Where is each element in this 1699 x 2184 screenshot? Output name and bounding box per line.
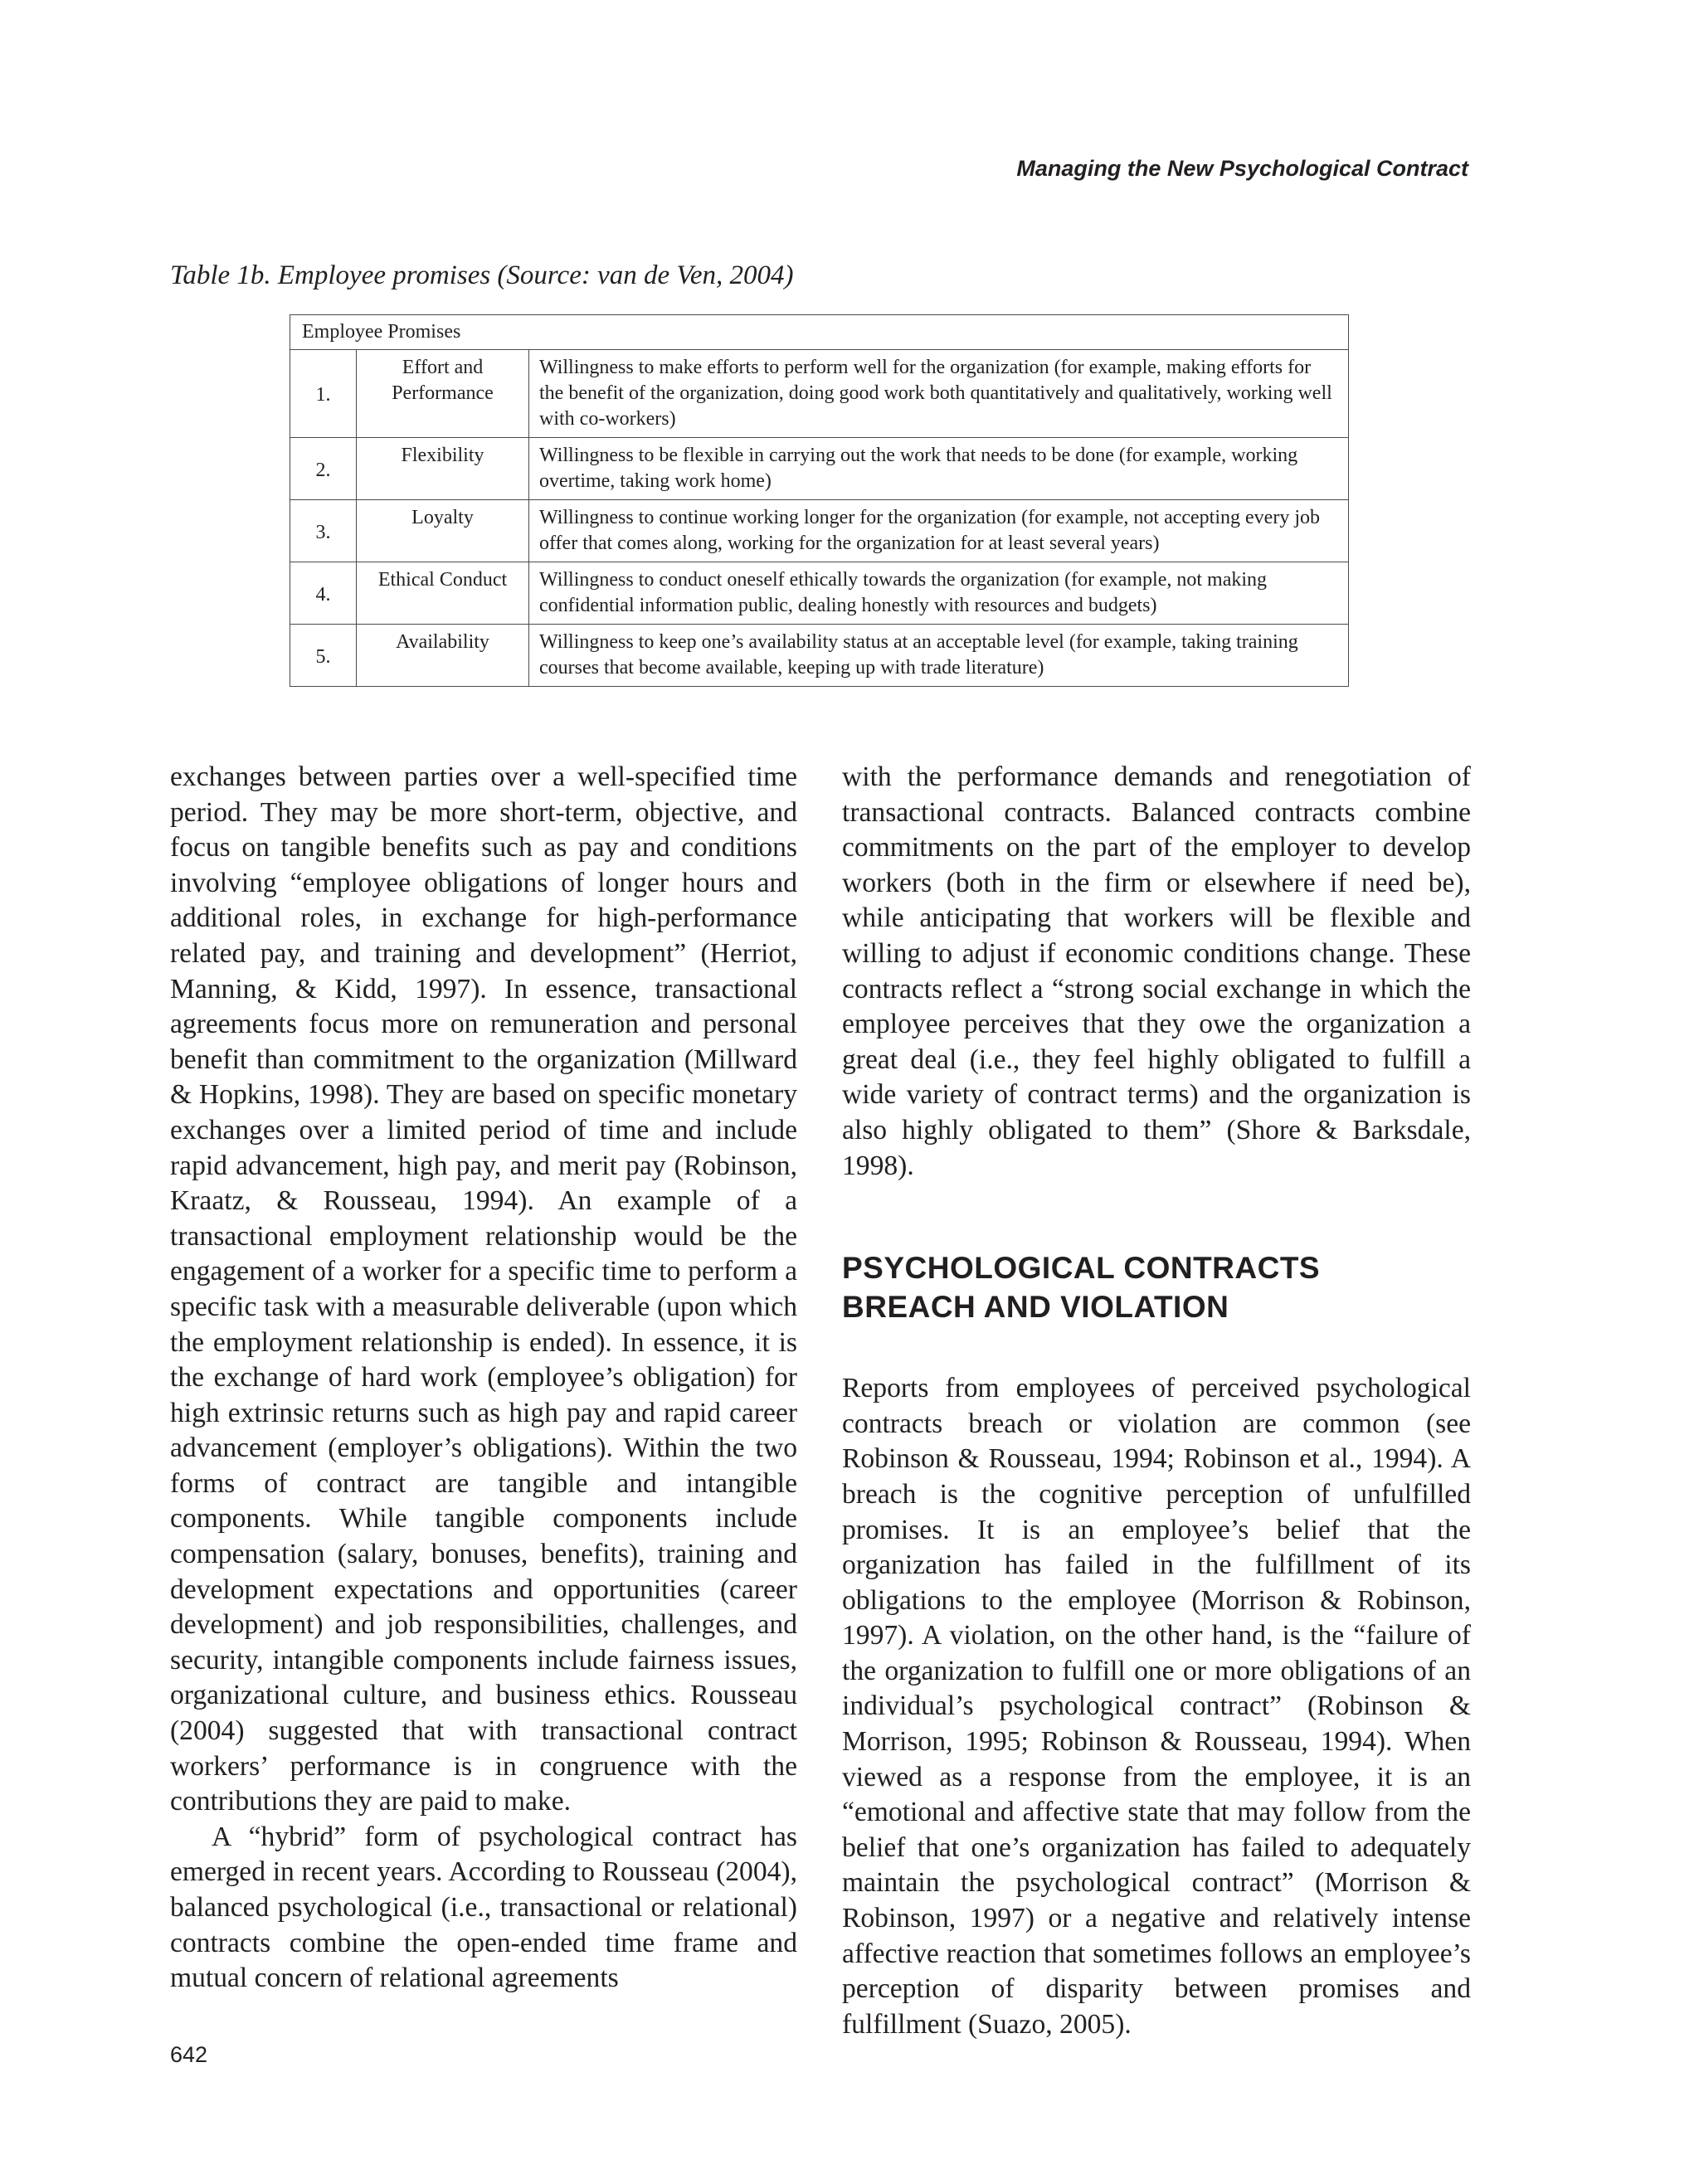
section-heading-line-2: BREACH AND VIOLATION	[842, 1290, 1229, 1325]
right-column	[842, 760, 1471, 2042]
body-paragraph: A “hybrid” form of psychological contract has emerged in recent years. According to Rousseau (2004), balanced psychological (i.e., transactional or relational) contracts combine the open-ended time frame and mutual concern of relational agreements	[170, 1821, 797, 1994]
table-row	[290, 350, 1349, 438]
row-description: Willingness to make efforts to perform well for the organization (for example, making efforts for the benefit of the organization, doing good work both quantitatively and qualitatively, working well with co-workers)	[529, 350, 1349, 438]
row-description: Willingness to conduct oneself ethically towards the organization (for example, not making confidential information public, dealing honestly with resources and budgets)	[529, 562, 1349, 625]
row-number: 5.	[290, 625, 357, 687]
table-row	[290, 500, 1349, 562]
table-row	[290, 562, 1349, 625]
employee-promises-table	[290, 314, 1349, 687]
row-description: Willingness to be flexible in carrying out the work that needs to be done (for example, working overtime, taking work home)	[529, 438, 1349, 500]
section-heading	[842, 1248, 1471, 1326]
row-category: Effort and Performance	[357, 350, 529, 438]
left-column	[170, 760, 797, 1997]
row-category: Ethical Conduct	[357, 562, 529, 625]
row-number: 1.	[290, 350, 357, 438]
table-caption: Table 1b. Employee promises (Source: van de Ven, 2004)	[170, 260, 794, 290]
row-category: Flexibility	[357, 438, 529, 500]
row-description: Willingness to keep one’s availability status at an acceptable level (for example, taking training courses that become available, keeping up with trade literature)	[529, 625, 1349, 687]
row-number: 4.	[290, 562, 357, 625]
table-header-row	[290, 315, 1349, 350]
table-header: Employee Promises	[290, 315, 1349, 350]
row-description: Willingness to continue working longer for the organization (for example, not accepting every job offer that comes along, working for the organization for at least several years)	[529, 500, 1349, 562]
section-heading-line-1: PSYCHOLOGICAL CONTRACTS	[842, 1251, 1321, 1286]
row-number: 3.	[290, 500, 357, 562]
row-number: 2.	[290, 438, 357, 500]
body-paragraph: with the performance demands and renegotiation of transactional contracts. Balanced contracts combine commitments on the part of the employer to develop workers (both in the firm or elsewhere if need be), while anticipating that workers will be flexible and willing to adjust if economic conditions change. These contracts reflect a “strong social exchange in which the employee perceives that they owe the organization a great deal (i.e., they feel highly obligated to fulfill a wide variety of contract terms) and the organization is also highly obligated to them” (Shore & Barksdale, 1998).	[842, 761, 1471, 1181]
row-category: Availability	[357, 625, 529, 687]
table-row	[290, 625, 1349, 687]
table-row	[290, 438, 1349, 500]
body-paragraph: Reports from employees of perceived psychological contracts breach or violation are common (see Robinson & Rousseau, 1994; Robinson et al., 1994). A breach is the cognitive perception of unfulfilled promises. It is an employee’s belief that the organization has failed in the fulfillment of its obligations to the employee (Morrison & Robinson, 1997). A violation, on the other hand, is the “failure of the organization to fulfill one or more obligations of an individual’s psychological contract” (Robinson & Morrison, 1995; Robinson & Rousseau, 1994). When viewed as a response from the employee, it is an “emotional and affective state that may follow from the belief that one’s organization has failed to adequately maintain the psychological contract” (Morrison & Robinson, 1997) or a negative and relatively intense affective reaction that sometimes follows an employee’s perception of disparity between promises and fulfillment (Suazo, 2005).	[842, 1373, 1471, 2040]
body-paragraph: exchanges between parties over a well-specified time period. They may be more short-term, objective, and focus on tangible benefits such as pay and conditions involving “employee obligations of longer hours and additional roles, in exchange for high-performance related pay, and training and development” (Herriot, Manning, & Kidd, 1997). In essence, transactional agreements focus more on remuneration and personal benefit than commitment to the organization (Millward & Hopkins, 1998). They are based on specific monetary exchanges over a limited period of time and include rapid advancement, high pay, and merit pay (Robinson, Kraatz, & Rousseau, 1994). An example of a transactional employment relationship would be the engagement of a worker for a specific time to perform a specific task with a measurable deliverable (upon which the employment relationship is ended). In essence, it is the exchange of hard work (employee’s obligation) for high extrinsic returns such as high pay and rapid career advancement (employer’s obligations). Within the two forms of contract are tangible and intangible components. While tangible components include compensation (salary, bonuses, benefits), training and development expectations and opportunities (career development) and job responsibilities, challenges, and security, intangible components include fairness issues, organizational culture, and business ethics. Rousseau (2004) suggested that with transactional contract workers’ performance is in congruence with the contributions they are paid to make.	[170, 761, 797, 1817]
page-number: 642	[170, 2042, 208, 2067]
running-head: Managing the New Psychological Contract	[1016, 156, 1468, 181]
row-category: Loyalty	[357, 500, 529, 562]
